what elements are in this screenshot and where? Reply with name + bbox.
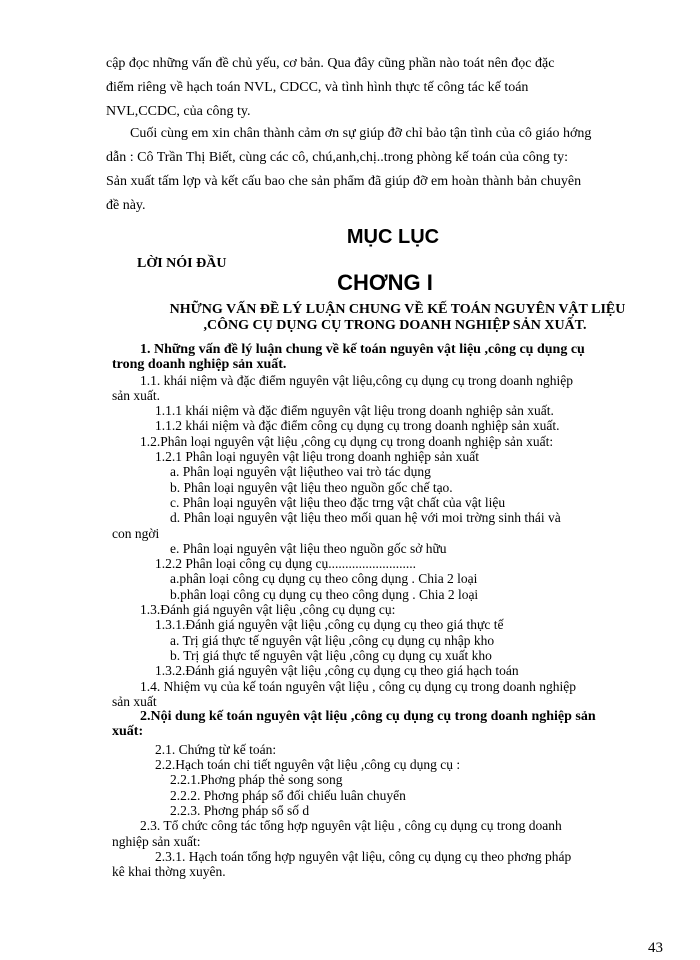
toc-entry: 2.2.3. Phơng pháp sổ số d xyxy=(170,802,310,818)
intro-paragraph-1 xyxy=(106,52,666,124)
toc-entry: 2.1. Chứng từ kế toán: xyxy=(155,741,277,757)
text-line: dẫn : Cô Trần Thị Biết, cùng các cô, chú,anh,chị..trong phòng kế toán của công ty: xyxy=(106,150,569,165)
toc-entry: 1.2.2 Phân loại công cụ dụng cụ.......................... xyxy=(155,556,416,572)
toc-entry: 2.2.2. Phơng pháp sổ đối chiếu luân chuyển xyxy=(170,787,406,803)
toc-entry: b. Phân loại nguyên vật liệu theo nguồn gốc chế tạo. xyxy=(170,479,453,495)
text-line: Cuối cùng em xin chân thành cảm ơn sự giúp đỡ chỉ bảo tận tình của cô giáo hớng xyxy=(130,126,592,141)
toc-entry: xuất: xyxy=(112,724,144,740)
preface-label: LỜI NÓI ĐẦU xyxy=(137,256,227,271)
toc-entry: 1.1.1 khái niệm và đặc điểm nguyên vật liệu trong doanh nghiệp sản xuất. xyxy=(155,403,554,419)
toc-entry: sản xuất. xyxy=(112,387,160,403)
toc-entry: 2.2.1.Phơng pháp thẻ song song xyxy=(170,772,343,788)
page-number: 43 xyxy=(648,940,663,956)
toc-entry: 2.3. Tổ chức công tác tổng hợp nguyên vật liệu , công cụ dụng cụ trong doanh xyxy=(140,818,562,834)
toc-entry: a. Trị giá thực tế nguyên vật liệu ,công cụ dụng cụ nhập kho xyxy=(170,632,495,648)
chapter-title: CHƠNG I xyxy=(337,270,433,295)
text-line: cập đọc những vấn đề chủ yếu, cơ bản. Qua đây cũng phần nào toát nên đọc đặc xyxy=(106,56,555,71)
text-line: Sản xuất tấm lợp và kết cấu bao che sản phẩm đã giúp đỡ em hoàn thành bản chuyên xyxy=(106,174,582,189)
intro-paragraph-2 xyxy=(106,122,666,218)
toc-entry: nghiệp sản xuất: xyxy=(112,833,201,849)
toc-entry: kê khai thờng xuyên. xyxy=(112,864,226,880)
toc-entry: sản xuất xyxy=(112,693,157,709)
toc-entry: 1.1.2 khái niệm và đặc điểm công cụ dụng cụ trong doanh nghiệp sản xuất. xyxy=(155,418,560,434)
chapter-subtitle-line-1: NHỮNG VẤN ĐỀ LÝ LUẬN CHUNG VỀ KẾ TOÁN NGUYÊN VẬT LIỆU xyxy=(169,302,626,317)
toc-entry: 2.3.1. Hạch toán tổng hợp nguyên vật liệu, công cụ dụng cụ theo phơng pháp xyxy=(155,848,572,864)
toc-entry: 2.Nội dung kế toán nguyên vật liệu ,công cụ dụng cụ trong doanh nghiệp sản xyxy=(140,709,596,725)
toc-entry: c. Phân loại nguyên vật liệu theo đặc trng vật chất của vật liệu xyxy=(170,494,506,510)
toc-entry: 1.3.1.Đánh giá nguyên vật liệu ,công cụ dụng cụ theo giá thực tế xyxy=(155,617,504,633)
toc-entry: e. Phân loại nguyên vật liệu theo nguồn gốc sở hữu xyxy=(170,540,447,556)
text-line: đề này. xyxy=(106,198,146,213)
toc-entry: 1.1. khái niệm và đặc điểm nguyên vật liệu,công cụ dụng cụ trong doanh nghiệp xyxy=(140,372,574,388)
toc-entry: a. Phân loại nguyên vật liệutheo vai trò tác dụng xyxy=(170,464,431,480)
toc-entry: 1.2.Phân loại nguyên vật liệu ,công cụ dụng cụ trong doanh nghiệp sản xuất: xyxy=(140,433,554,449)
toc-entry: 1. Những vấn đề lý luận chung về kế toán nguyên vật liệu ,công cụ dụng cụ xyxy=(140,342,585,357)
toc-entry: 2.2.Hạch toán chi tiết nguyên vật liệu ,công cụ dụng cụ : xyxy=(155,757,461,773)
toc-entry: 1.4. Nhiệm vụ của kế toán nguyên vật liệu , công cụ dụng cụ trong doanh nghiệp xyxy=(140,678,577,694)
chapter-subtitle-line-2: ,CÔNG CỤ DỤNG CỤ TRONG DOANH NGHIỆP SẢN XUẤT. xyxy=(203,318,587,333)
toc-entry: 1.2.1 Phân loại nguyên vật liệu trong doanh nghiệp sản xuất xyxy=(155,449,479,465)
text-line: điểm riêng về hạch toán NVL, CDCC, và tình hình thực tế công tác kế toán xyxy=(106,80,529,95)
toc-entry: trong doanh nghiệp sản xuất. xyxy=(112,357,287,373)
table-of-contents xyxy=(0,342,700,879)
text-line: NVL,CCDC, của công ty. xyxy=(106,104,251,119)
toc-entry: d. Phân loại nguyên vật liệu theo mối quan hệ với moi trờng sinh thái và xyxy=(170,510,561,526)
toc-entry: 1.3.2.Đánh giá nguyên vật liệu ,công cụ dụng cụ theo giá hạch toán xyxy=(155,663,519,679)
toc-entry: b.phân loại công cụ dụng cụ theo công dụng . Chia 2 loại xyxy=(170,586,479,602)
toc-title: MỤC LỤC xyxy=(346,226,440,248)
toc-entry: con ngời xyxy=(112,525,160,541)
toc-entry: a.phân loại công cụ dụng cụ theo công dụng . Chia 2 loại xyxy=(170,571,478,587)
toc-entry: 1.3.Đánh giá nguyên vật liệu ,công cụ dụng cụ: xyxy=(140,602,396,618)
toc-entry: b. Trị giá thực tế nguyên vật liệu ,công cụ dụng cụ xuất kho xyxy=(170,647,492,663)
